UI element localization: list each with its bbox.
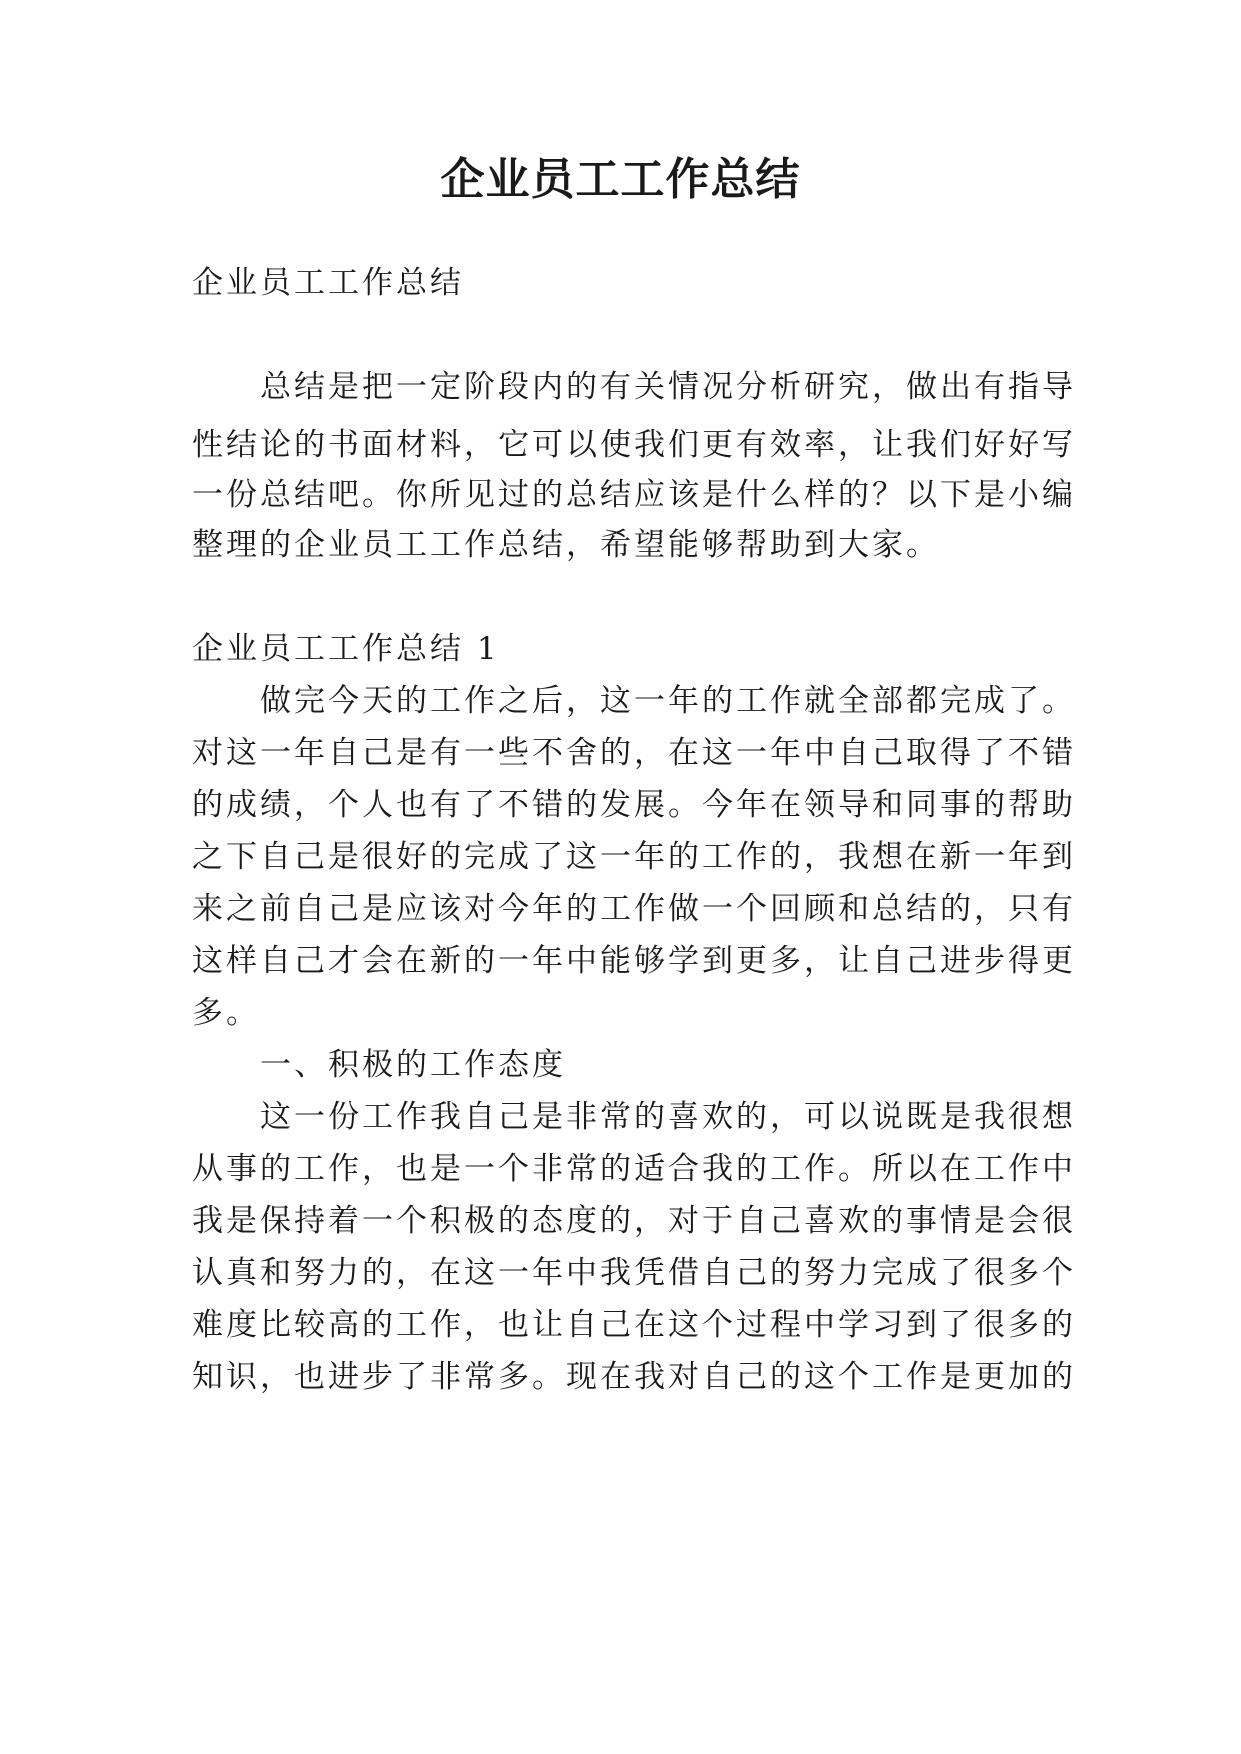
paragraph-line: 难度比较高的工作，也让自己在这个过程中学习到了很多的 bbox=[192, 1307, 1076, 1343]
intro-line: 一份总结吧。你所见过的总结应该是什么样的？以下是小编 bbox=[192, 477, 1076, 513]
paragraph-line: 对这一年自己是有一些不舍的，在这一年中自己取得了不错 bbox=[192, 735, 1076, 771]
document-subtitle: 企业员工工作总结 bbox=[192, 265, 464, 301]
intro-line: 总结是把一定阶段内的有关情况分析研究，做出有指导 bbox=[260, 369, 1076, 405]
paragraph-line: 我是保持着一个积极的态度的，对于自己喜欢的事情是会很 bbox=[192, 1203, 1076, 1239]
paragraph-line: 这样自己才会在新的一年中能够学到更多，让自己进步得更 bbox=[192, 943, 1076, 979]
paragraph-line: 做完今天的工作之后，这一年的工作就全部都完成了。 bbox=[260, 683, 1076, 719]
intro-line: 整理的企业员工工作总结，希望能够帮助到大家。 bbox=[192, 527, 940, 563]
point-heading: 一、积极的工作态度 bbox=[260, 1047, 566, 1083]
intro-line: 性结论的书面材料，它可以使我们更有效率，让我们好好写 bbox=[192, 427, 1076, 463]
paragraph-line: 多。 bbox=[192, 995, 260, 1031]
paragraph-line: 的成绩，个人也有了不错的发展。今年在领导和同事的帮助 bbox=[192, 787, 1076, 823]
document-title: 企业员工工作总结 bbox=[440, 154, 801, 205]
paragraph-line: 这一份工作我自己是非常的喜欢的，可以说既是我很想 bbox=[260, 1099, 1076, 1135]
paragraph-line: 认真和努力的，在这一年中我凭借自己的努力完成了很多个 bbox=[192, 1255, 1076, 1291]
section-heading: 企业员工工作总结 1 bbox=[192, 631, 500, 667]
paragraph-line: 之下自己是很好的完成了这一年的工作的，我想在新一年到 bbox=[192, 839, 1076, 875]
paragraph-line: 从事的工作，也是一个非常的适合我的工作。所以在工作中 bbox=[192, 1151, 1076, 1187]
paragraph-line: 知识，也进步了非常多。现在我对自己的这个工作是更加的 bbox=[192, 1359, 1076, 1395]
paragraph-line: 来之前自己是应该对今年的工作做一个回顾和总结的，只有 bbox=[192, 891, 1076, 927]
